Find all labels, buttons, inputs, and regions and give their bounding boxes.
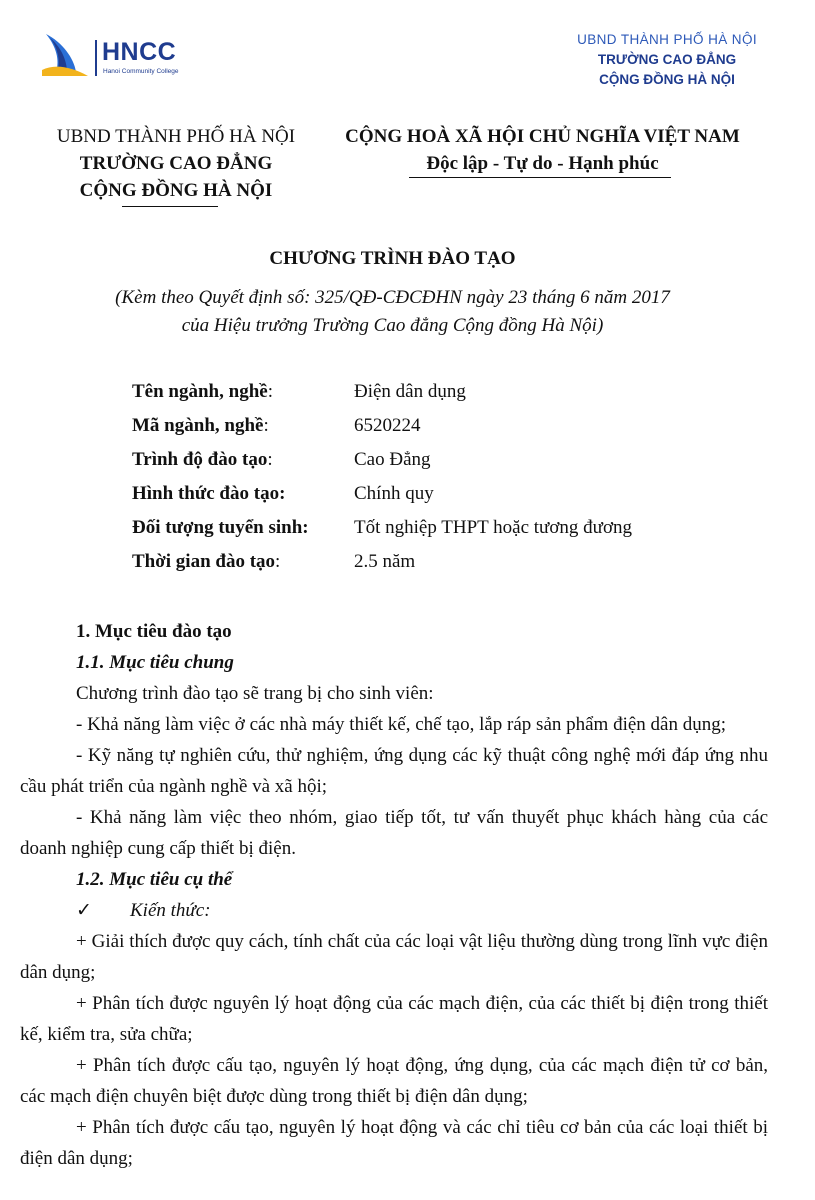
section-heading-1-2: 1.2. Mục tiêu cụ thể bbox=[76, 869, 233, 890]
goal-item: - Kỹ năng tự nghiên cứu, thử nghiệm, ứng dụng các kỹ thuật công nghệ mới đáp ứng nhu cầu phát triển của ngành nghề và xã hội; bbox=[20, 745, 768, 797]
document-body bbox=[20, 616, 768, 1174]
national-motto: Độc lập - Tự do - Hạnh phúc bbox=[426, 153, 659, 174]
goal-item: - Khả năng làm việc theo nhóm, giao tiếp tốt, tư vấn thuyết phục khách hàng của các doanh nghiệp cung cấp thiết bị điện. bbox=[20, 807, 768, 859]
issuer-line-3: CỘNG ĐỒNG HÀ NỘI bbox=[79, 180, 273, 201]
issuer-line-1: UBND THÀNH PHỐ HÀ NỘI bbox=[56, 126, 296, 147]
checkmark-icon: ✓ bbox=[76, 900, 92, 921]
logo-divider bbox=[95, 40, 97, 76]
knowledge-subheading bbox=[20, 895, 768, 926]
issuer-line-2: TRƯỜNG CAO ĐẲNG bbox=[79, 153, 273, 174]
logo-subtitle: Hanoi Community College bbox=[103, 68, 179, 75]
info-value: 2.5 năm bbox=[354, 551, 416, 572]
subtitle-line-2: của Hiệu trưởng Trường Cao đẳng Cộng đồng Hà Nội) bbox=[181, 315, 604, 336]
header-org-line-3: CỘNG ĐỒNG HÀ NỘI bbox=[599, 72, 735, 87]
info-label: Thời gian đào tạo bbox=[132, 551, 276, 572]
info-label-suffix: : bbox=[267, 449, 273, 470]
goal-item: - Khả năng làm việc ở các nhà máy thiết kế, chế tạo, lắp ráp sản phẩm điện dân dụng; bbox=[76, 714, 727, 735]
page-header bbox=[0, 0, 815, 110]
intro-paragraph: Chương trình đào tạo sẽ trang bị cho sinh viên: bbox=[76, 683, 434, 704]
info-label: Tên ngành, nghề bbox=[132, 381, 268, 402]
info-value: Chính quy bbox=[354, 483, 434, 504]
knowledge-item: + Phân tích được nguyên lý hoạt động của các mạch điện, của các thiết bị điện trong thiết kế, kiểm tra, sửa chữa; bbox=[20, 993, 768, 1045]
info-label: Đối tượng tuyển sinh: bbox=[132, 517, 309, 538]
info-row bbox=[132, 480, 632, 514]
official-header bbox=[0, 120, 815, 212]
knowledge-item: + Phân tích được cấu tạo, nguyên lý hoạt động, ứng dụng, của các mạch điện tử cơ bản, các mạch điện chuyên biệt được dùng trong thiết bị điện dân dụng; bbox=[20, 1055, 768, 1107]
college-logo bbox=[40, 32, 190, 82]
header-org-block bbox=[577, 30, 757, 90]
document-title: CHƯƠNG TRÌNH ĐÀO TẠO bbox=[269, 248, 516, 269]
subtitle-line-1: (Kèm theo Quyết định số: 325/QĐ-CĐCĐHN ngày 23 tháng 6 năm 2017 bbox=[115, 287, 670, 308]
info-label: Mã ngành, nghề bbox=[132, 415, 264, 436]
info-label: Hình thức đào tạo: bbox=[132, 483, 286, 504]
info-row bbox=[132, 548, 632, 582]
info-row bbox=[132, 412, 632, 446]
motto-underline bbox=[409, 177, 671, 178]
info-row bbox=[132, 514, 632, 548]
info-value: 6520224 bbox=[354, 415, 421, 436]
national-motto-block bbox=[320, 123, 765, 177]
info-label-suffix: : bbox=[267, 381, 273, 402]
knowledge-item: + Phân tích được cấu tạo, nguyên lý hoạt động và các chỉ tiêu cơ bản của các loại thiết bị điện dân dụng; bbox=[20, 1117, 768, 1169]
logo-wordmark: HNCC bbox=[102, 38, 177, 66]
info-value: Tốt nghiệp THPT hoặc tương đương bbox=[354, 517, 632, 538]
national-name: CỘNG HOÀ XÃ HỘI CHỦ NGHĨA VIỆT NAM bbox=[345, 126, 740, 147]
knowledge-label: Kiến thức: bbox=[130, 900, 211, 921]
program-info bbox=[132, 378, 632, 582]
info-row bbox=[132, 378, 632, 412]
issuer-block bbox=[36, 123, 316, 204]
info-value: Điện dân dụng bbox=[354, 381, 466, 402]
issuer-underline bbox=[122, 206, 218, 207]
knowledge-item: + Giải thích được quy cách, tính chất của các loại vật liệu thường dùng trong lĩnh vực điện dân dụng; bbox=[20, 931, 768, 983]
document-subtitle bbox=[0, 284, 785, 340]
header-org-line-1: UBND THÀNH PHỐ HÀ NỘI bbox=[577, 32, 757, 47]
section-heading-1-1: 1.1. Mục tiêu chung bbox=[76, 652, 234, 673]
info-label-suffix: : bbox=[275, 551, 281, 572]
sail-logo-icon bbox=[40, 32, 92, 80]
info-row bbox=[132, 446, 632, 480]
header-org-line-2: TRƯỜNG CAO ĐẲNG bbox=[597, 52, 737, 67]
info-label-suffix: : bbox=[263, 415, 269, 436]
section-heading-1: 1. Mục tiêu đào tạo bbox=[76, 621, 232, 642]
info-value: Cao Đẳng bbox=[354, 449, 431, 470]
info-label: Trình độ đào tạo bbox=[132, 449, 268, 470]
